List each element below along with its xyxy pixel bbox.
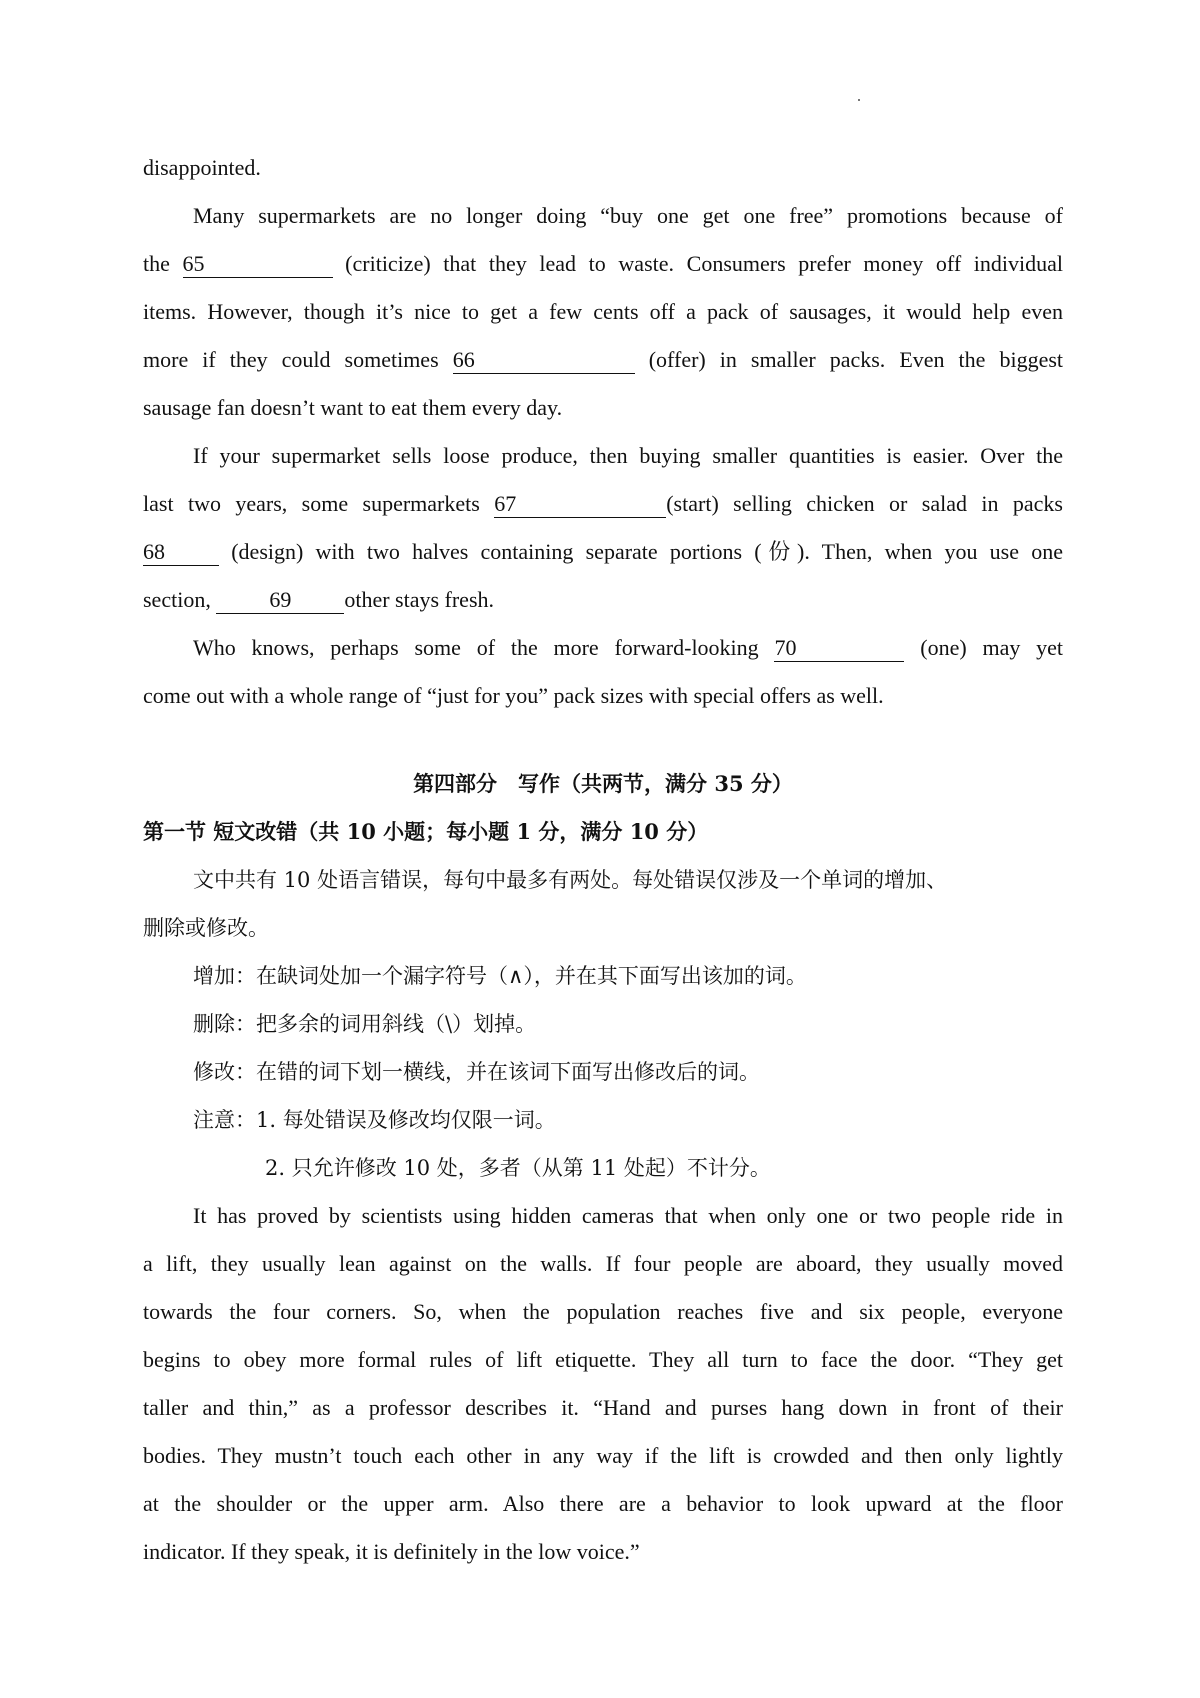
- section-subtitle: 第一节 短文改错（共 10 小题；每小题 1 分，满分 10 分）: [143, 819, 709, 844]
- passage-line: taller and thin,” as a professor describes it. “Hand and purses hang down in front of their: [143, 1395, 1063, 1420]
- text-fragment: (one) may yet: [920, 635, 1064, 660]
- blank-69[interactable]: 69: [216, 587, 344, 614]
- text-fragment: (offer) in smaller packs. Even the biggest: [648, 347, 1064, 372]
- text-line: Many supermarkets are no longer doing “buy one get one free” promotions because of: [193, 203, 1063, 228]
- instruction-note: 注意：1. 每处错误及修改均仅限一词。: [193, 1108, 556, 1132]
- text-fragment: other stays fresh.: [344, 587, 495, 612]
- instruction-modify: 修改：在错的词下划一横线，并在该词下面写出修改后的词。: [193, 1060, 760, 1084]
- text-line: [143, 340, 1063, 380]
- blank-70[interactable]: 70: [774, 635, 904, 662]
- passage-line: begins to obey more formal rules of lift etiquette. They all turn to face the door. “They get: [143, 1347, 1063, 1372]
- passage-line: bodies. They mustn’t touch each other in any way if the lift is crowded and then only lightly: [143, 1443, 1063, 1468]
- text-fragment: Who knows, perhaps some of the more forward-looking: [193, 635, 759, 660]
- text-line: [143, 628, 1063, 668]
- blank-65[interactable]: 65: [183, 251, 333, 278]
- blank-67[interactable]: 67: [494, 491, 666, 518]
- text-fragment: more if they could sometimes: [143, 347, 439, 372]
- instruction-add: 增加：在缺词处加一个漏字符号（∧），并在其下面写出该加的词。: [193, 964, 807, 988]
- text-line: [143, 244, 1063, 284]
- text-line: [143, 532, 1063, 572]
- text-fragment: (design) with two halves containing separate portions (份). Then, when you use one: [231, 539, 1063, 564]
- text-line: [143, 580, 494, 620]
- passage-line: at the shoulder or the upper arm. Also there are a behavior to look upward at the floor: [143, 1491, 1063, 1516]
- text-fragment: section,: [143, 587, 211, 612]
- text-line: If your supermarket sells loose produce, then buying smaller quantities is easier. Over the: [193, 443, 1063, 468]
- text-line: [143, 484, 1063, 524]
- text-fragment: last two years, some supermarkets: [143, 491, 480, 516]
- instruction-note: 2. 只允许修改 10 处，多者（从第 11 处起）不计分。: [265, 1156, 771, 1180]
- text-fragment: (start) selling chicken or salad in packs: [666, 491, 1063, 516]
- text-fragment: (criticize) that they lead to waste. Consumers prefer money off individual: [345, 251, 1064, 276]
- passage-line: It has proved by scientists using hidden cameras that when only one or two people ride in: [193, 1203, 1063, 1228]
- text-fragment: the: [143, 251, 170, 276]
- instruction-line: 删除或修改。: [143, 916, 269, 940]
- section-title: 第四部分 写作（共两节，满分 35 分）: [413, 771, 793, 796]
- blank-68[interactable]: 68: [143, 539, 219, 566]
- text-line: sausage fan doesn’t want to eat them every day.: [143, 395, 563, 420]
- text-line: items. However, though it’s nice to get a few cents off a pack of sausages, it would help even: [143, 299, 1063, 324]
- passage-line: towards the four corners. So, when the population reaches five and six people, everyone: [143, 1299, 1063, 1324]
- passage-line: a lift, they usually lean against on the walls. If four people are aboard, they usually moved: [143, 1251, 1063, 1276]
- text-line: come out with a whole range of “just for you” pack sizes with special offers as well.: [143, 683, 884, 708]
- passage-line: indicator. If they speak, it is definitely in the low voice.”: [143, 1539, 640, 1564]
- text-line: disappointed.: [143, 155, 261, 180]
- blank-66[interactable]: 66: [453, 347, 635, 374]
- instruction-delete: 删除：把多余的词用斜线（\）划掉。: [193, 1012, 537, 1036]
- instruction-line: 文中共有 10 处语言错误，每句中最多有两处。每处错误仅涉及一个单词的增加、: [193, 868, 948, 892]
- scan-speck: [858, 99, 860, 101]
